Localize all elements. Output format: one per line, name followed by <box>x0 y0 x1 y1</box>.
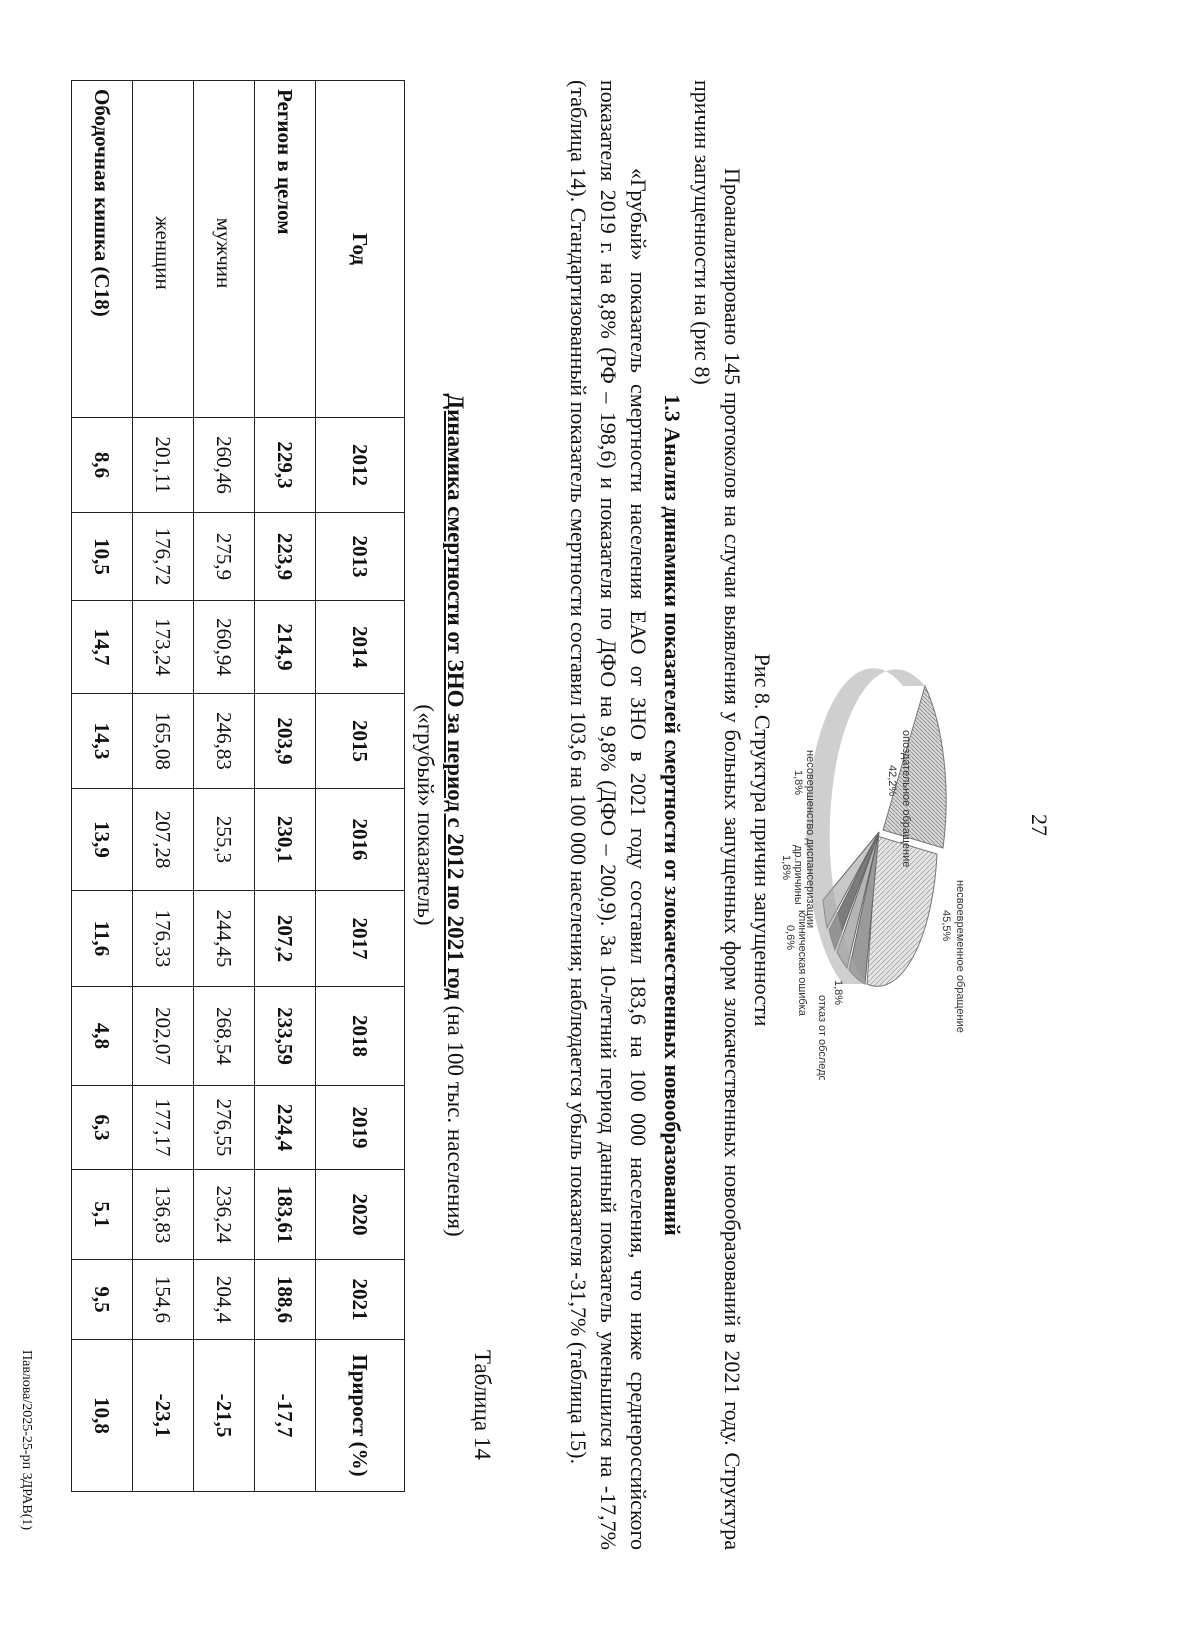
pie-label-refusal: отказ от обследо... <box>816 995 828 1080</box>
table-cell: 214,9 <box>255 601 316 694</box>
table-cell: 154,6 <box>133 1260 194 1340</box>
table-cell: 202,07 <box>133 987 194 1086</box>
analysis-paragraph: «Грубый» показатель смертности населения ЕАО от ЗНО в 2021 году составил 183,6 на 100 000 населения, что ниже среднероссийского показателя 2019 г. на 8,8% (РФ – 198,6) и показателя по ДФО на 9,8% (ДФО – 200,9). За 10-летний период данный показатель уменьшился на -17,7% (таблица 14). Стандартизованный показатель смертности составил 103,6 на 100 000 населения; наблюдается убыль показателя -31,7% (таблица 15). <box>566 80 651 1550</box>
table-header-cell: 2016 <box>316 789 405 891</box>
section-heading: 1.3 Анализ динамики показателей смертности от злокачественных новообразований <box>660 394 685 1236</box>
table-cell: 223,9 <box>255 513 316 601</box>
table-row <box>72 81 133 1492</box>
table-cell: 183,61 <box>255 1170 316 1260</box>
table-cell: 9,5 <box>72 1260 133 1340</box>
mortality-table <box>71 80 405 1492</box>
table-cell: 236,24 <box>194 1170 255 1260</box>
table-header-cell: 2020 <box>316 1170 405 1260</box>
table-header-cell: 2014 <box>316 601 405 694</box>
table-cell: 207,2 <box>255 891 316 987</box>
table-cell: 224,4 <box>255 1086 316 1170</box>
intro-paragraph <box>687 80 747 1550</box>
table-header-cell: 2015 <box>316 694 405 789</box>
table-title <box>410 80 470 1550</box>
table-cell: 230,1 <box>255 789 316 891</box>
table-header-row <box>316 81 405 1492</box>
table-cell: 6,3 <box>72 1086 133 1170</box>
table-row-label: женщин <box>133 81 194 418</box>
table-header-cell: 2017 <box>316 891 405 987</box>
table-cell: 5,1 <box>72 1170 133 1260</box>
table-row <box>133 81 194 1492</box>
table-header-cell: 2013 <box>316 513 405 601</box>
pie-percent-dispensary: 1,8% <box>792 770 804 796</box>
pie-label-clinical-error: клиническая ошибка <box>796 910 808 1016</box>
page-number: 27 <box>1027 814 1052 836</box>
pie-label-dispensary: несовершенство диспансеризации <box>804 750 816 929</box>
table-cell: 176,72 <box>133 513 194 601</box>
pie-chart-figure <box>765 580 995 1080</box>
table-cell: 201,11 <box>133 418 194 513</box>
table-row-label: Регион в целом <box>255 81 316 418</box>
table-cell: 177,17 <box>133 1086 194 1170</box>
table-cell: 165,08 <box>133 694 194 789</box>
table-cell: -23,1 <box>133 1340 194 1492</box>
table-cell: -17,7 <box>255 1340 316 1492</box>
pie-percent-clinical-error: 0,6% <box>784 925 796 951</box>
table-header-cell: 2018 <box>316 987 405 1086</box>
footer-note: Павлова/2025-25-рп ЗДРАВ(1) <box>19 1350 34 1531</box>
table-cell: 260,94 <box>194 601 255 694</box>
pie-label-late-appeal: опоздательное обращение <box>900 730 912 868</box>
pie-percent-refusal: 1,8% <box>832 980 844 1006</box>
table-header-cell: Прирост (%) <box>316 1340 405 1492</box>
table-cell: 207,28 <box>133 789 194 891</box>
pie-label-other-reasons: др.причины <box>792 845 804 905</box>
table-cell: 8,6 <box>72 418 133 513</box>
table-cell: 275,9 <box>194 513 255 601</box>
table-label: Таблица 14 <box>470 1350 495 1460</box>
table-title-normal: (на 100 тыс. населения) <box>443 999 468 1237</box>
table-header-cell: Год <box>316 81 405 418</box>
table-cell: 268,54 <box>194 987 255 1086</box>
table-cell: 244,45 <box>194 891 255 987</box>
table-row <box>194 81 255 1492</box>
table-row <box>255 81 316 1492</box>
table-cell: 4,8 <box>72 987 133 1086</box>
table-cell: -21,5 <box>194 1340 255 1492</box>
table-cell: 173,24 <box>133 601 194 694</box>
figure-caption: Рис 8. Структура причин запущенности <box>750 653 775 1027</box>
pie-label-untimely-appeal: несвоевременное обращение <box>954 880 966 1033</box>
table-cell: 176,33 <box>133 891 194 987</box>
table-cell: 10,8 <box>72 1340 133 1492</box>
pie-chart <box>765 580 995 1080</box>
table-header-cell: 2021 <box>316 1260 405 1340</box>
table-row-label: мужчин <box>194 81 255 418</box>
table-title-bold: Динамика смертности от ЗНО за период с 2012 по 2021 год <box>443 393 468 1000</box>
table-cell: 11,6 <box>72 891 133 987</box>
table-cell: 188,6 <box>255 1260 316 1340</box>
table-cell: 10,5 <box>72 513 133 601</box>
table-cell: 14,3 <box>72 694 133 789</box>
table-row-label: Ободочная кишка (С18) <box>72 81 133 418</box>
table-header-cell: 2012 <box>316 418 405 513</box>
table-cell: 246,83 <box>194 694 255 789</box>
intro-text: Проанализировано 145 протоколов на случаи выявления у больных запущенных форм злокачественных новообразований в 2021 году. Структура причин запущенности на (рис 8) <box>690 80 745 1550</box>
table-cell: 276,55 <box>194 1086 255 1170</box>
table-header-cell: 2019 <box>316 1086 405 1170</box>
table-cell: 203,9 <box>255 694 316 789</box>
table-cell: 255,3 <box>194 789 255 891</box>
pie-percent-untimely-appeal: 45,5% <box>940 910 952 942</box>
table-title-line2: («грубый» показатель) <box>413 704 438 926</box>
table-cell: 136,83 <box>133 1170 194 1260</box>
pie-percent-other-reasons: 1,8% <box>780 855 792 881</box>
table-cell: 13,9 <box>72 789 133 891</box>
table-cell: 260,46 <box>194 418 255 513</box>
table-cell: 14,7 <box>72 601 133 694</box>
table-cell: 233,59 <box>255 987 316 1086</box>
pie-percent-late-appeal: 42,2% <box>886 765 898 797</box>
table-cell: 204,4 <box>194 1260 255 1340</box>
table-cell: 229,3 <box>255 418 316 513</box>
